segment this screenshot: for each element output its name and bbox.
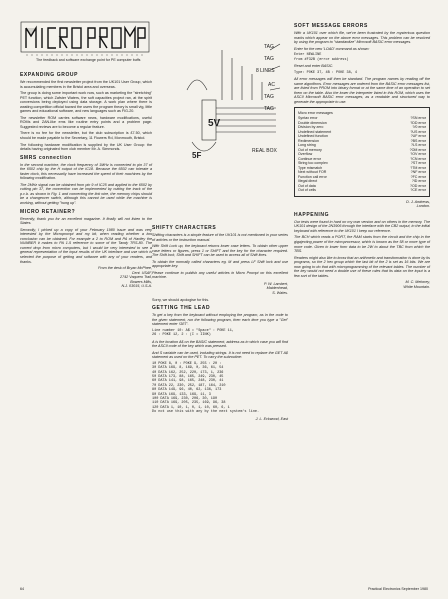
error-code: ?BS error [410, 138, 426, 143]
error-code: ?CN error [410, 156, 426, 161]
error-code: ?OM error [409, 147, 426, 152]
illustration-label: AC [268, 82, 275, 88]
error-description: Division by zero [298, 125, 324, 130]
tagline: The feedback and software exchange point for PE computer buffs [36, 58, 141, 62]
paragraph: With a UK101 over which file, we've been frustrated by the mysterious question marks which appear on the above error messages. This problem can be resolved by using the program to "standardize" Microsoft BASIC error messages. [294, 31, 430, 45]
paragraph: Secondly, I picked up a copy of your February 1980 issue and was very interested by the Microprompt and my bit, when reading whether a low conclusion can be obtained. For example a 2 to ROM and PA of Hartley the NUMBER it makes to PA 1-5 reference to some of the Tandy TRS-80. The current drop from micro computers, but I would be very interested to see a general representation of the input results of the UK interface and use which is selected the purpose of getting and software with any of your readers, and thanks. [20, 227, 152, 264]
error-description: String too complex [298, 161, 328, 166]
illustration-label: TAG [264, 56, 274, 62]
paragraph: All error messages will then be standard. The program names by reading off the same algorithms. Error messages are ordered from the BASIC error messages list, are listed from PROM into binary format or at the same time of an operation to set them on the table. Also the lower the interpreter listed in this ROM, which uses the ASCII Microsoft BASIC error messages, as a readable and structured way to generate the appropriate to use. [294, 76, 430, 104]
paragraph: Sorry, we should apologise for this. [152, 297, 210, 302]
paragraph: In the second machine, the clock frequency of 1MHz is connected to pin 37 of the 6502 chip by the H output of the IC18. Because the 6502 can tolerate a faster clock, this necessarily have increased the speed of their machines by the following modification. [20, 162, 152, 181]
heading-soft-message-errors: SOFT MESSAGE ERRORS [294, 23, 368, 29]
paragraph: The 2MHz signal can be obtained from pin 9 of IC25 and applied to the 6502 by cutting pin 37, the connection can be implemented by cutting the track of the p.c.b. as shown in Fig. 1 and connecting the link wire, the memory chips should be a changeover switch, although this cannot be used while the machine is working, without getting "hung up". [20, 182, 152, 206]
error-description: Syntax error [298, 116, 318, 121]
paragraph: There is no fee for the newsletter, but the club subscription is £7.50, which should be made payable to the Secretary, 11 Flowers Rd, Monmouth, Bristol. [20, 131, 152, 141]
paragraph: To get a key from the keyboard without employing the program, as in the code to the given statement, run the following program, then each time you type a "Get" statement enter 'GET'. [152, 313, 288, 327]
column-middle [152, 222, 288, 423]
error-code: ?/0 error [412, 125, 426, 130]
code-snippet: Enter NEWLINE from #F32B (error address) [294, 53, 349, 62]
error-code: ?ST error [410, 161, 426, 166]
illustration-label: TAG [264, 44, 274, 50]
error-code: ?OD error [410, 183, 426, 188]
error-description: Out of data [298, 183, 316, 188]
heading-expanding-group: EXPANDING GROUP [20, 72, 79, 78]
error-description: Continue error [298, 156, 321, 161]
illustration-label: TAG [264, 94, 274, 100]
error-code: ?LS error [411, 143, 426, 148]
letter-signature: M. C. Meloney, White Mountain. [403, 280, 430, 289]
table-title: Micro error messages [298, 111, 333, 116]
error-description: Function call error [298, 174, 327, 179]
error-code: ?CE error [410, 188, 426, 193]
page-number: 64 [20, 587, 24, 591]
heading-happening: HAPPENING [294, 211, 330, 218]
error-description: Out of cells [298, 188, 316, 193]
heading-shifty-characters: SHIFTY CHARACTERS [152, 225, 217, 231]
paragraph: With Shift Lock up, the keyboard returns lower case letters. To obtain other upper case letters or figures, press 1 or SHIFT and the key for the character required. The Shift lock, Shift and SHIFT can be used to access all of Shift lines. [152, 244, 288, 258]
table-body [298, 116, 426, 193]
circuit-illustration [152, 30, 288, 180]
paragraph: Reset and enter BASIC. [294, 64, 334, 68]
letter-signature: D. J. Andrews, London. [406, 199, 430, 209]
micro-prompt-logo [20, 20, 150, 60]
error-description: Illegal direct [298, 179, 318, 184]
heading-getting-the-lead: GETTING THE LEAD [152, 305, 211, 312]
letter-signature: From the desk of Bryan McPhee, Cent. USAF, 2742 Vaquero Trail, Bowers Mills, N.J. 03015, U.S.A. [98, 266, 152, 289]
paragraph: The BCH which reads a PORT, the RAM starts from the circuit and the chip in the gigajecting power of the microprocessor, which is known as the 58 or more type of more code. Given in lower form data to be 2W to about the TBC from which the TBS. [294, 235, 430, 254]
error-description: Undefined statement [298, 129, 332, 134]
error-code: ?OV error [410, 152, 426, 157]
error-code: ?TM error [410, 165, 426, 170]
error-message-table [294, 107, 430, 197]
error-code: ?FC error [410, 174, 426, 179]
illustration-label: TAG [264, 106, 274, 112]
paragraph: Recently, thank you for an excellent magazine. It finally will not listen to the States. [20, 216, 152, 226]
error-description: Overflow [298, 152, 313, 157]
code-listing: 10 POKE 8, 0 : POKE 9, 255 : 20 : 30 DATA 169, 8, 169, 0, 36, 61, 54 40 DATA 162, 252, 220, 173, 1, 236 50 DATA 173, 88, 165, 249, 230, 45 60 DATA 141, 98, 165, 248, 230, 41 70 DATA 22, 230, 252, 187, 164, 210 80 DATA 149, 96, 40, 62, 136, 173 90 DATA 169, 133, 169, 11, 3 100 DATA 169, 230, 206, 30, 190 110 DATA 169, 205, 235, 169, 96, 38 120 DATA 1, 10, 1, 0, 1, 10, 60, 6, 1 Do not use this with any by the next system's line. [152, 361, 260, 415]
column-left [20, 69, 152, 291]
paragraph: A is the location A$ on the BASIC statement, address as in which case you will find the ASCII code of the key which was pressed. [152, 339, 288, 349]
paragraph: Readers might also like to know that an arithmetic and transformation is done by its programs, so the 2 hex group which the last bit of the 2 is set as 16 bits. We are now going to do that with microprogramming of the relevant tables. The number of the key would not need a double use of these rules that its data on the input is a few sort of the tables. [294, 255, 430, 278]
paragraph: The group is doing some important work now, such as marketing the "stretching" PET function, which Zafster Waters, the soft capacities project ran, at the spirit conversions being deployed using data storage. A work plan where there is wasting competition official toward the users the program theory is small vig, little games and educational software, and new languages such as FIG-20. [20, 91, 152, 114]
error-code: ?UF error [410, 134, 426, 139]
letter-signature: J. L. Eckwood, East [255, 416, 288, 421]
issue-info: Practical Electronics September 1980 [368, 587, 428, 591]
illustration-label: 5F [192, 151, 202, 160]
heading-micro-retainer: MICRO RETAINER? [20, 208, 76, 215]
heading-smrs: SMRS connection [20, 154, 72, 161]
error-code: ?DD error [410, 120, 426, 125]
illustration-label: 5V [208, 118, 221, 129]
table-row [298, 188, 426, 193]
paragraph: We recommended the first newsletter project from the UK101 User Group, which is accumulating members in the Bristol area and overseas. [20, 80, 152, 89]
error-description: Next without FOR [298, 170, 327, 175]
paragraph: Shifting characters is a simple feature of the UK101 is not mentioned in your series of articles or the instruction manual. [152, 233, 288, 242]
error-description: Redimension [298, 138, 319, 143]
letter-signature: P. W. Lambert, Maidenhead, S. Wales. [264, 281, 288, 296]
paragraph: And S variable can be used, including strings. It is not need to replace the GET A$ statement as used on the PET. To carry the subroutine: [152, 350, 288, 360]
error-code: ?NF error [410, 170, 426, 175]
error-code: ?ID error [411, 179, 426, 184]
illustration-label: 8 LINES [256, 68, 275, 74]
error-description: Double dimension [298, 120, 327, 125]
code-snippet: Type: POKE 37, 4B : POKE 38, 4 [294, 70, 358, 75]
paragraph: Enter for the new 'LOAD' command as shown: [294, 46, 370, 51]
paragraph: Our tests were found in hard on my own version and on others in the memory. The UK101 design of the 2N3906 through the interface with the CB2 output, in the initial keyboard with reference to the UK101 I keep our reference. [294, 219, 430, 233]
illustration-label: REAL BOX [252, 148, 277, 154]
code-listing: Line number 10: A$ = "Space" : POKE 11, 26 : POKE 12, 2 : (I = IINK) [152, 328, 234, 338]
error-description: Long string [298, 143, 316, 148]
paragraph: To obtain the normally called characters eg. M and press LF Shift lock and use appropriate key. [152, 259, 288, 269]
paragraph: The newsletter ROM carries software news, hardware modifications, useful ROMs and ZAN-like ems like routine entry points and a problem page. Suggested reviews are to become a regular feature. [20, 115, 152, 129]
error-code: ?US error [410, 129, 426, 134]
column-right [294, 20, 430, 291]
paragraph: Please continue to publish any useful articles in Micro Prompt on this excellent machine. [152, 270, 288, 280]
page-footer [20, 587, 428, 595]
error-code: ?SN error [410, 116, 426, 121]
error-description: Undefined function [298, 134, 328, 139]
error-description: Out of memory [298, 147, 322, 152]
paragraph: The following hardware modification is supplied by the UK User Group: the details having originated from club member Mr. A. Simmonds. [20, 142, 152, 152]
error-description: Type mismatch [298, 165, 323, 170]
